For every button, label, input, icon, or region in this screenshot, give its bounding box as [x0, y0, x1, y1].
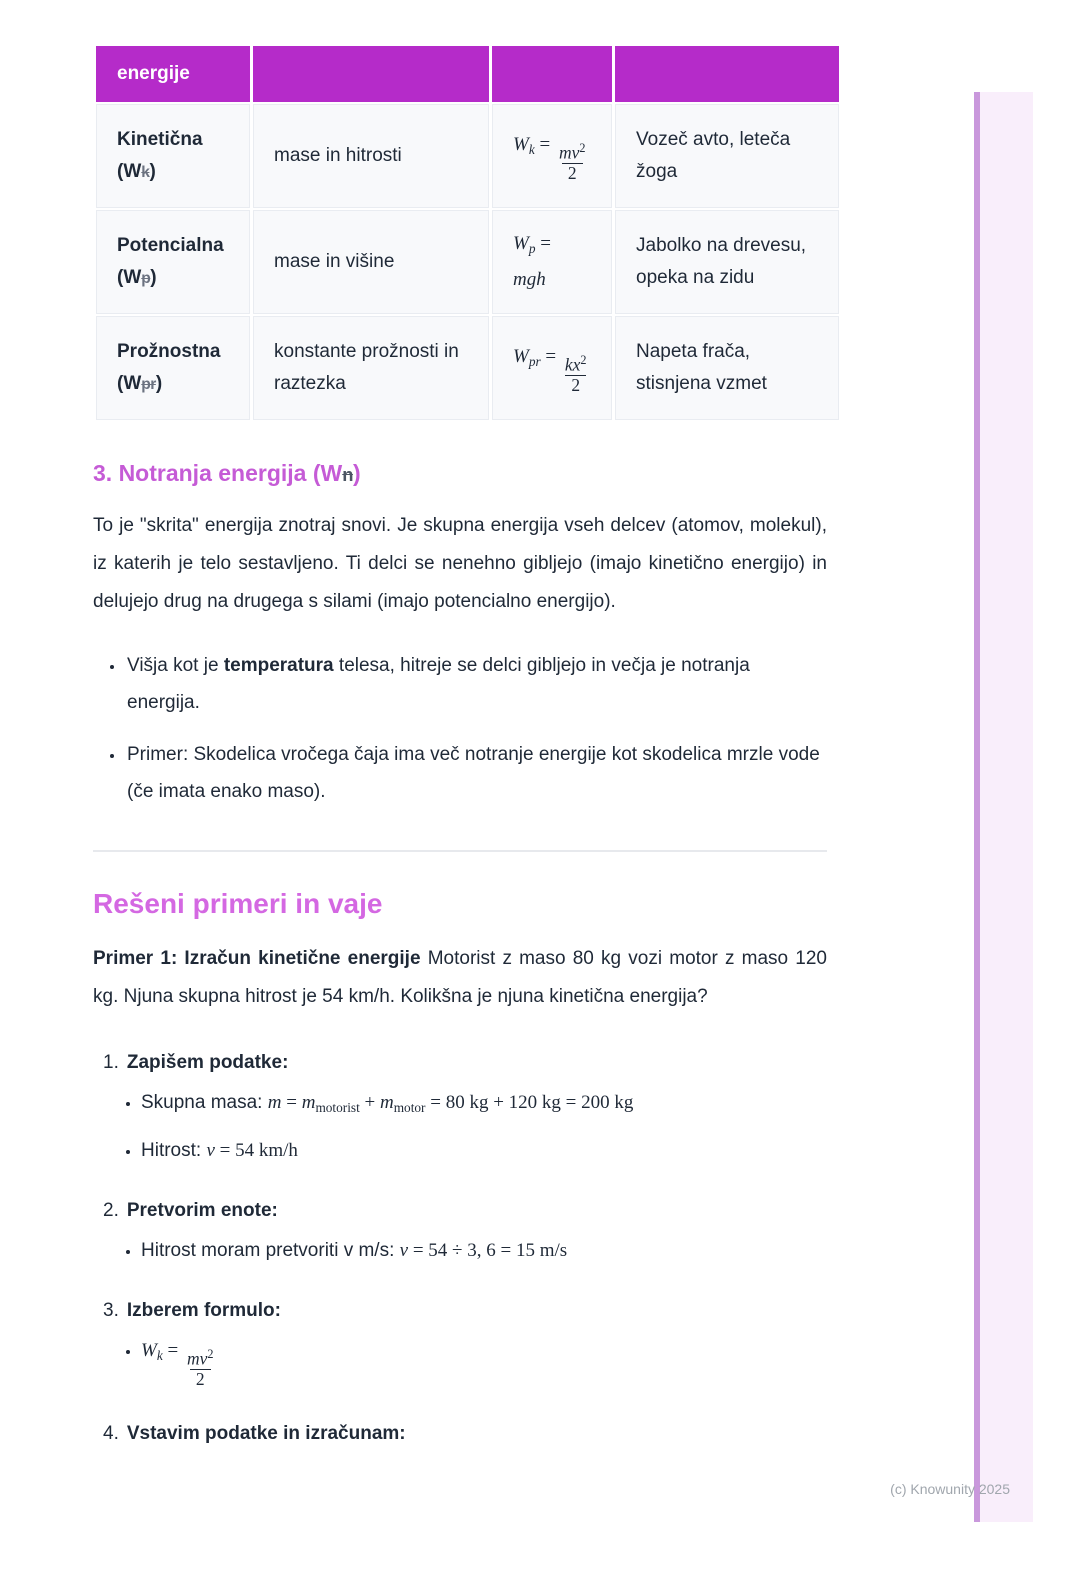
- energy-types-table: [93, 44, 842, 422]
- energy-example-cell: Jabolko na drevesu, opeka na zidu: [615, 210, 839, 314]
- step-2: [93, 1196, 827, 1266]
- symbol-suffix: ): [155, 372, 163, 394]
- bullet-text: Višja kot je: [127, 655, 224, 676]
- primer1-paragraph: [93, 940, 827, 1016]
- table-header-col3: [492, 46, 612, 102]
- formula-proznostna: $W_{pr}$ = $\frac{kx^2}{2}$: [513, 345, 587, 395]
- energy-name-cell: [96, 104, 250, 208]
- energy-example-cell: Napeta frača, stisnjena vzmet: [615, 316, 839, 420]
- notranja-energija-paragraph: To je "skrita" energija znotraj snovi. Je skupna energija vseh delcev (atomov, molekul), iz katerih je telo sestavljeno. Ti delci se nenehno gibljejo (imajo kinetično energijo) in delujejo drug na drugega s silami (imajo potencialno energijo).: [93, 515, 827, 612]
- step-label: Pretvorim enote:: [126, 1199, 278, 1221]
- substep-math: $m = m_{motorist} + m_{motor} = 80$ kg + 120 kg = 200 kg: [267, 1092, 634, 1115]
- table-row-potencialna: [96, 210, 839, 314]
- bullet-bold-text: temperatura: [223, 655, 334, 676]
- section-heading-notranja-energija: [93, 460, 827, 487]
- heading-subscript: n: [342, 464, 353, 485]
- energy-name: Potencialna: [117, 234, 224, 256]
- substep-formula: [141, 1336, 827, 1389]
- table-header-col4: [615, 46, 839, 102]
- page-edge-panel: [980, 92, 1033, 1522]
- substep-math: v = 54 km/h: [206, 1139, 298, 1161]
- solution-steps: [93, 1048, 827, 1449]
- energy-symbol: [117, 262, 235, 295]
- substep-label: Hitrost moram pretvoriti v m/s:: [141, 1239, 400, 1261]
- symbol-subscript: p: [141, 269, 151, 287]
- substep-hitrost: [141, 1136, 827, 1166]
- symbol-prefix: (W: [117, 372, 142, 394]
- heading-text: 3. Notranja energija (W: [93, 460, 343, 486]
- energy-name: Prožnostna: [117, 340, 221, 362]
- table-row-kineticna: [96, 104, 839, 208]
- substep-math: v = 54 ÷ 3, 6 = 15 m/s: [399, 1239, 568, 1261]
- step-1: [93, 1048, 827, 1166]
- table-row-proznostna: [96, 316, 839, 420]
- primer1-text: Motorist z maso 80 kg vozi motor z maso 120 kg. Njuna skupna hitrost je 54 km/h. Kolikšna je njuna kinetična energija?: [93, 948, 827, 1007]
- table-header-row: [96, 46, 839, 102]
- table-header-col2: [253, 46, 489, 102]
- symbol-subscript: k: [141, 163, 150, 181]
- symbol-suffix: ): [149, 160, 156, 182]
- bullet-text: Primer: Skodelica vročega čaja ima več notranje energije kot skodelica mrzle vode (če imata enako maso).: [127, 744, 820, 802]
- step-label: Vstavim podatke in izračunam:: [126, 1423, 406, 1445]
- formula-kineticna: $W_k$ = $\frac{mv^2}{2}$: [513, 133, 586, 183]
- energy-name-cell: [96, 316, 250, 420]
- step-3: [93, 1296, 827, 1389]
- step-number: 3.: [103, 1299, 119, 1321]
- step-4: [93, 1419, 827, 1449]
- substep-label: Hitrost:: [141, 1139, 207, 1161]
- energy-depends-cell: mase in višine: [253, 210, 489, 314]
- step-number: 4.: [103, 1423, 119, 1445]
- copyright-footer: (c) Knowunity 2025: [890, 1481, 1010, 1497]
- bullet-text: telesa, hitreje se delci gibljejo in večja je notranja energija.: [127, 655, 750, 713]
- symbol-subscript: pr: [141, 375, 156, 393]
- energy-name-cell: [96, 210, 250, 314]
- symbol-suffix: ): [150, 266, 157, 288]
- step-number: 2.: [103, 1199, 119, 1221]
- substep-label: Skupna masa:: [141, 1092, 268, 1113]
- notranja-energija-bullets: [93, 647, 827, 810]
- energy-formula-cell: [492, 316, 612, 420]
- bullet-temperatura: [125, 647, 827, 721]
- step-label: Zapišem podatke:: [126, 1052, 289, 1073]
- formula-potencialna: $W_p$ = mgh: [513, 232, 551, 291]
- document-page: [93, 44, 827, 1449]
- section-heading-reseni-primeri: Rešeni primeri in vaje: [93, 888, 383, 919]
- energy-depends-cell: konstante prožnosti in raztezka: [253, 316, 489, 420]
- energy-symbol: [117, 368, 235, 401]
- section-divider: [93, 850, 827, 852]
- heading-suffix: ): [352, 460, 361, 486]
- substep-math: $W_k$ = $\frac{mv^2}{2}$: [141, 1339, 214, 1389]
- symbol-prefix: (W: [117, 266, 142, 288]
- primer1-bold-lead: Primer 1: Izračun kinetične energije: [93, 948, 421, 969]
- table-header-energije: energije: [96, 46, 250, 102]
- energy-formula-cell: [492, 210, 612, 314]
- energy-depends-cell: mase in hitrosti: [253, 104, 489, 208]
- bullet-primer-caj: [125, 736, 827, 810]
- energy-example-cell: Vozeč avto, leteča žoga: [615, 104, 839, 208]
- energy-symbol: [117, 156, 235, 189]
- page-edge-accent-line: [974, 92, 980, 1522]
- step-label: Izberem formulo:: [126, 1299, 281, 1321]
- energy-formula-cell: [492, 104, 612, 208]
- substep-pretvorba: [141, 1236, 827, 1266]
- step-number: 1.: [103, 1052, 119, 1073]
- symbol-prefix: (W: [117, 160, 142, 182]
- energy-name: Kinetična: [117, 128, 203, 150]
- substep-skupna-masa: [141, 1088, 827, 1123]
